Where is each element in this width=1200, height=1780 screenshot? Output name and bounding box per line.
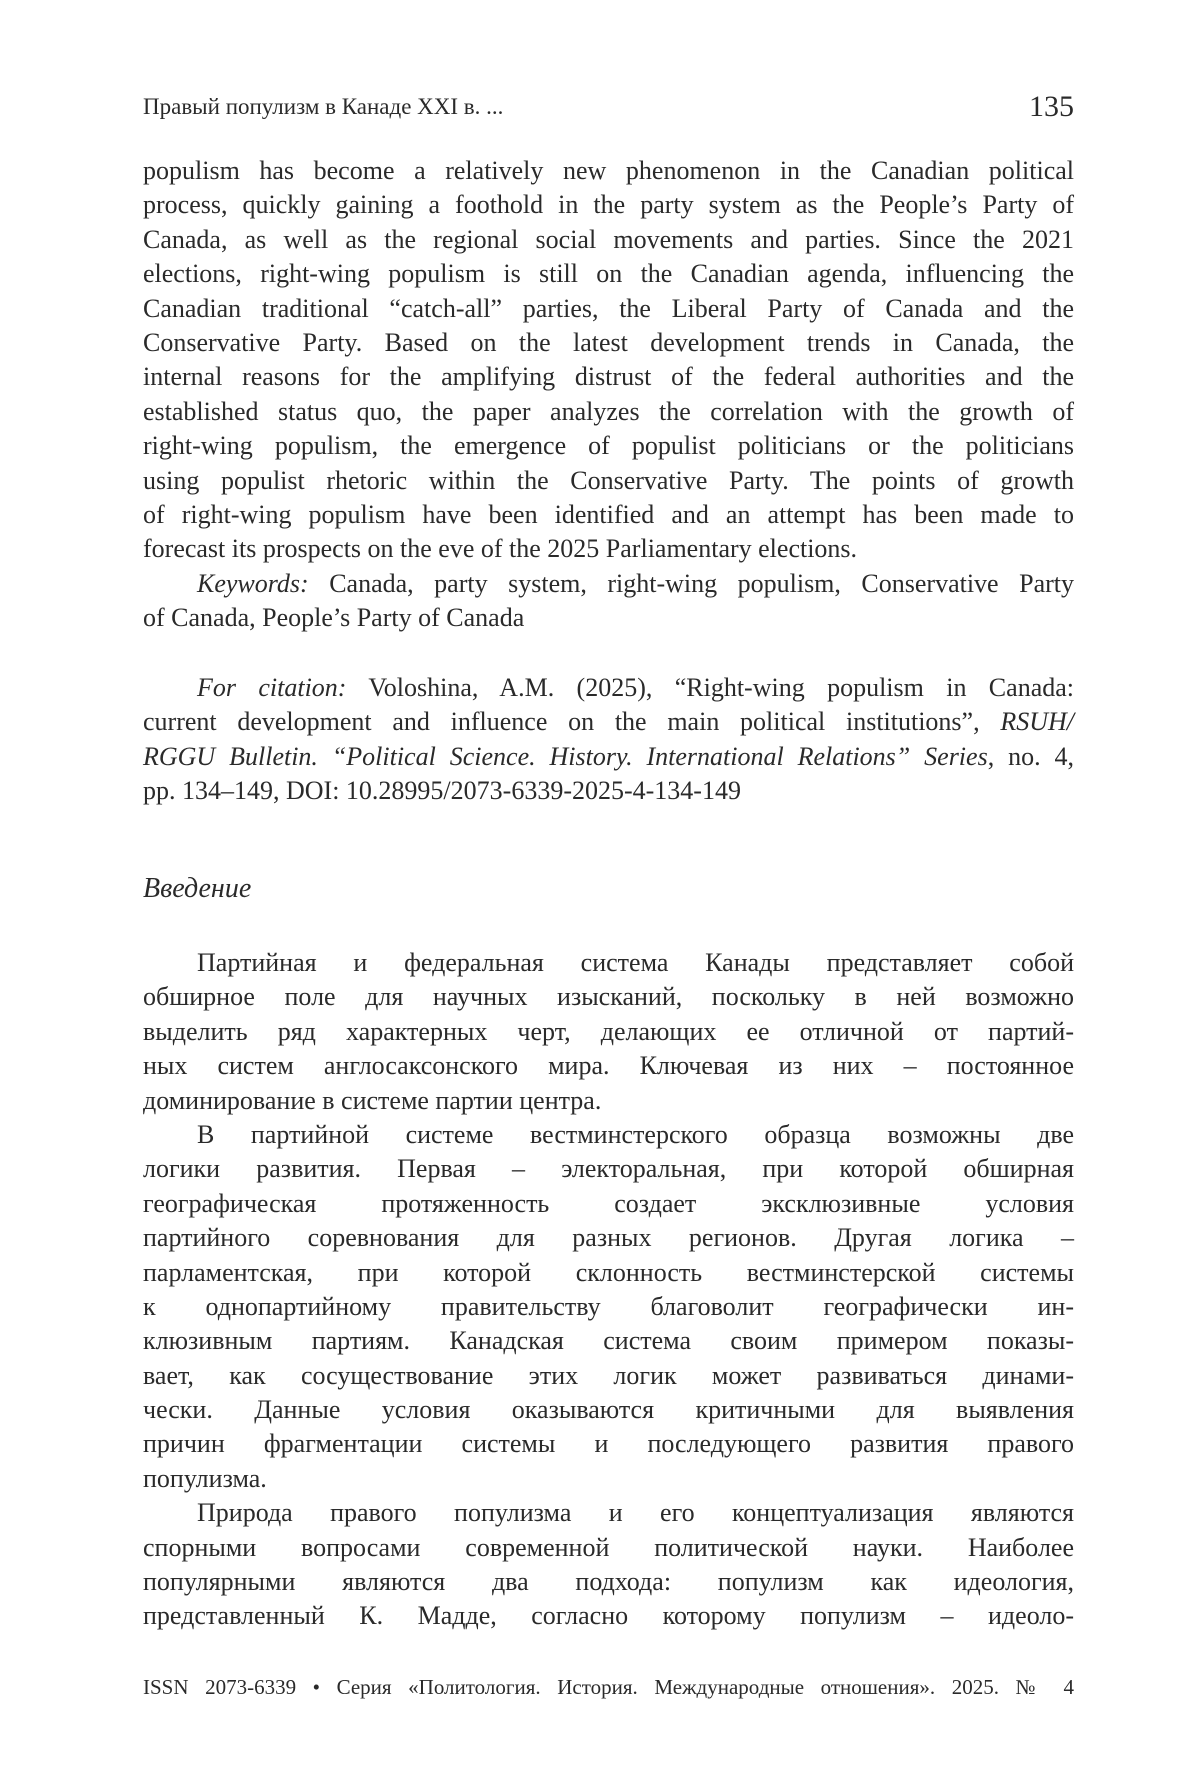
paragraph-line: ных систем англосаксонского мира. Ключевая из них – постоянное — [143, 1049, 1074, 1083]
abstract-line: populism has become a relatively new phenomenon in the Canadian political — [143, 154, 1074, 188]
keywords-text: Canada, party system, right-wing populism, Conservative Party — [309, 569, 1074, 598]
body-text — [143, 946, 1074, 1634]
citation-line — [143, 671, 1074, 705]
paragraph-line: парламентская, при которой склонность вестминстерской системы — [143, 1256, 1074, 1290]
paragraph-line: к однопартийному правительству благоволит географически ин- — [143, 1290, 1074, 1324]
citation-journal: RGGU Bulletin. “Political Science. History. International Relations” Series — [143, 742, 988, 771]
citation-journal: RSUH/ — [1000, 707, 1074, 736]
paragraph-line: Природа правого популизма и его концептуализация являются — [143, 1496, 1074, 1530]
running-header — [143, 90, 1074, 124]
abstract — [143, 154, 1074, 635]
abstract-line: internal reasons for the amplifying distrust of the federal authorities and the — [143, 360, 1074, 394]
citation-text: current development and influence on the main political institutions”, — [143, 707, 1000, 736]
section-heading: Введение — [143, 873, 251, 905]
abstract-line: using populist rhetoric within the Conservative Party. The points of growth — [143, 464, 1074, 498]
abstract-line: Conservative Party. Based on the latest development trends in Canada, the — [143, 326, 1074, 360]
running-title: Правый популизм в Канаде XXI в. ... — [143, 94, 503, 120]
paragraph-line: партийного соревнования для разных регионов. Другая логика – — [143, 1221, 1074, 1255]
abstract-line: elections, right-wing populism is still on the Canadian agenda, influencing the — [143, 257, 1074, 291]
paragraph-line: клюзивным партиям. Канадская система своим примером показы- — [143, 1324, 1074, 1358]
citation-doi: pp. 134–149, DOI: 10.28995/2073-6339-2025-4-134-149 — [143, 774, 1074, 808]
keywords-label: Keywords: — [197, 569, 309, 598]
citation-line — [143, 705, 1074, 739]
abstract-line: process, quickly gaining a foothold in the party system as the People’s Party of — [143, 188, 1074, 222]
keywords-line — [143, 567, 1074, 601]
paragraph-line: географическая протяженность создает эксклюзивные условия — [143, 1187, 1074, 1221]
paragraph-line: популярными являются два подхода: популизм как идеология, — [143, 1565, 1074, 1599]
paragraph-line: спорными вопросами современной политической науки. Наиболее — [143, 1531, 1074, 1565]
citation-label: For citation: — [197, 673, 346, 702]
abstract-line: Canadian traditional “catch-all” parties, the Liberal Party of Canada and the — [143, 292, 1074, 326]
paragraph-line: обширное поле для научных изысканий, поскольку в ней возможно — [143, 980, 1074, 1014]
paragraph-line: чески. Данные условия оказываются критичными для выявления — [143, 1393, 1074, 1427]
paragraph-line: логики развития. Первая – электоральная, при которой обширная — [143, 1152, 1074, 1186]
paragraph-line: доминирование в системе партии центра. — [143, 1084, 1074, 1118]
paragraph-line: представленный К. Мадде, согласно которому популизм – идеоло- — [143, 1599, 1074, 1633]
abstract-line: of right-wing populism have been identified and an attempt has been made to — [143, 498, 1074, 532]
paragraph-line: В партийной системе вестминстерского образца возможны две — [143, 1118, 1074, 1152]
citation-text: Voloshina, A.M. (2025), “Right-wing populism in Canada: — [346, 673, 1074, 702]
paragraph-line: популизма. — [143, 1462, 1074, 1496]
paragraph-line: причин фрагментации системы и последующего развития правого — [143, 1427, 1074, 1461]
paragraph-line: выделить ряд характерных черт, делающих ее отличной от партий- — [143, 1015, 1074, 1049]
paragraph-line: вает, как сосуществование этих логик может развиваться динами- — [143, 1359, 1074, 1393]
page-footer: ISSN 2073-6339 • Серия «Политология. История. Международные отношения». 2025. № 4 — [143, 1675, 1074, 1700]
citation — [143, 671, 1074, 809]
citation-text: , no. 4, — [988, 742, 1074, 771]
keywords-line: of Canada, People’s Party of Canada — [143, 601, 1074, 635]
abstract-line: established status quo, the paper analyzes the correlation with the growth of — [143, 395, 1074, 429]
page-number: 135 — [1029, 90, 1074, 124]
paragraph-line: Партийная и федеральная система Канады представляет собой — [143, 946, 1074, 980]
abstract-line: right-wing populism, the emergence of populist politicians or the politicians — [143, 429, 1074, 463]
citation-line — [143, 740, 1074, 774]
abstract-line: Canada, as well as the regional social movements and parties. Since the 2021 — [143, 223, 1074, 257]
abstract-line: forecast its prospects on the eve of the 2025 Parliamentary elections. — [143, 532, 1074, 566]
